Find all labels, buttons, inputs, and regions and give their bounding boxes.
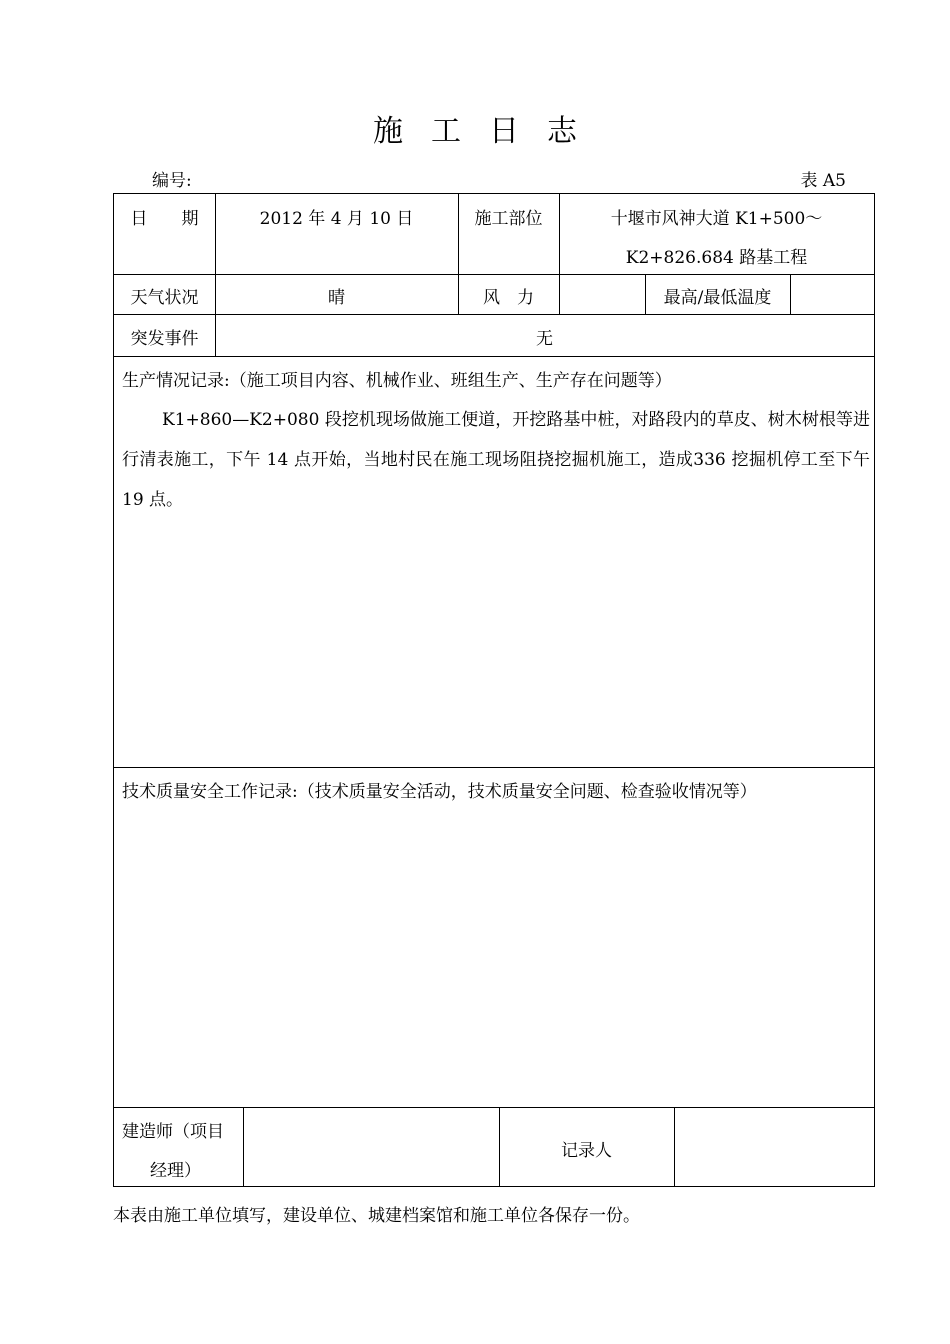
footnote: 本表由施工单位填写，建设单位、城建档案馆和施工单位各保存一份。 — [113, 1206, 640, 1226]
title-char: 工 — [431, 114, 461, 149]
date-value[interactable]: 2012 年 4 月 10 日 — [259, 209, 414, 229]
manager-label-line2: 经理） — [150, 1161, 201, 1181]
quality-heading: 技术质量安全工作记录:（技术质量安全活动，技术质量安全问题、检查验收情况等） — [122, 782, 757, 802]
weather-value[interactable]: 晴 — [328, 288, 345, 308]
temperature-label: 最高/最低温度 — [663, 288, 772, 308]
table-code: 表 A5 — [800, 171, 846, 191]
page-title — [0, 106, 950, 150]
production-heading: 生产情况记录:（施工项目内容、机械作业、班组生产、生产存在问题等） — [122, 371, 672, 391]
location-label: 施工部位 — [474, 209, 543, 229]
number-label: 编号: — [152, 171, 192, 191]
title-char: 志 — [547, 114, 577, 149]
weather-label: 天气状况 — [130, 288, 199, 308]
title-char: 日 — [489, 114, 519, 149]
incident-value[interactable]: 无 — [536, 329, 553, 349]
title-char: 施 — [373, 114, 403, 149]
manager-label-line1: 建造师（项目 — [122, 1122, 224, 1142]
production-text[interactable]: K1+860—K2+080 段挖机现场做施工便道，开挖路基中桩，对路段内的草皮、树木树根等进行清表施工，下午 14 点开始，当地村民在施工现场阻挠挖掘机施工，造成336 挖掘机停工至下午 19 点。 — [122, 410, 870, 510]
incident-label: 突发事件 — [130, 329, 199, 349]
wind-label: 风 力 — [483, 288, 534, 308]
date-label: 日 期 — [130, 209, 199, 229]
construction-log-form — [113, 193, 875, 1187]
location-value-line1[interactable]: 十堰市风神大道 K1+500～ — [610, 209, 823, 229]
location-value-line2[interactable]: K2+826.684 路基工程 — [625, 248, 808, 268]
recorder-label: 记录人 — [561, 1141, 612, 1161]
